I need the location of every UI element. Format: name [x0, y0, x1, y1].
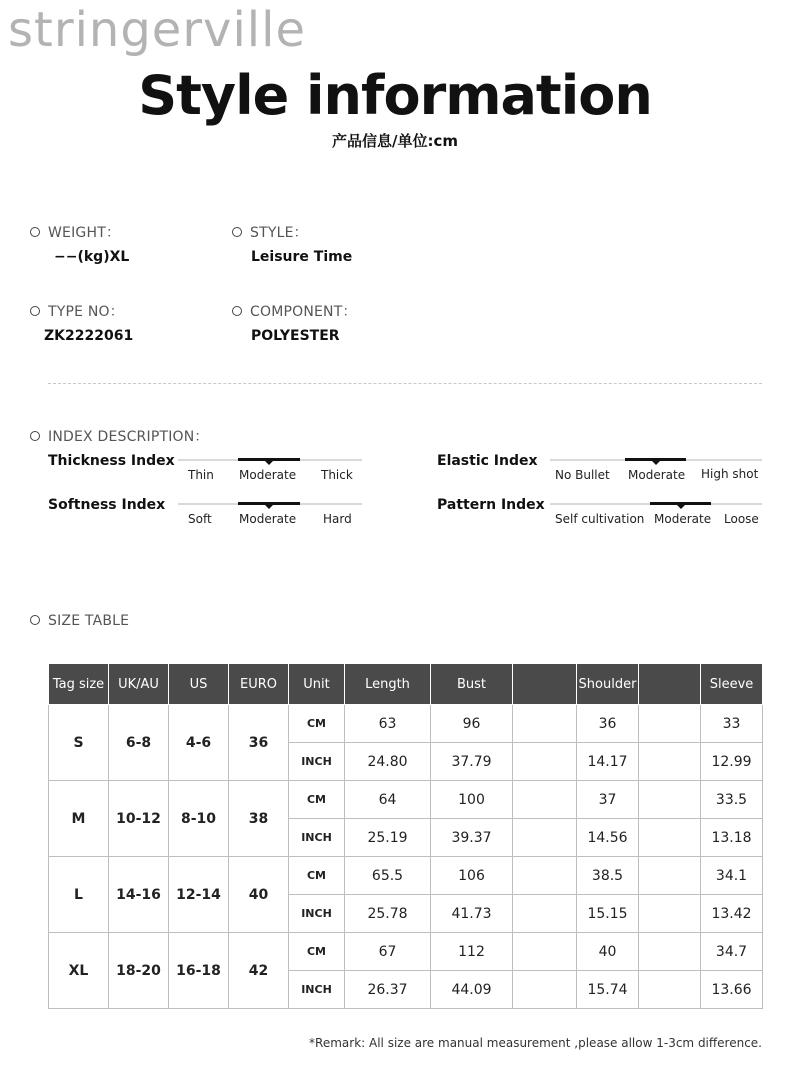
header-bust: Bust: [431, 664, 513, 705]
weight-value: −−(kg)XL: [54, 249, 130, 265]
pattern-option-self-cultivation: Self cultivation: [555, 512, 645, 526]
circle-bullet-icon: [30, 227, 40, 237]
uk-au-cell: 10-12: [109, 781, 169, 857]
shoulder-cell: 37: [577, 781, 639, 819]
tag-size-cell: M: [49, 781, 109, 857]
length-cell: 24.80: [345, 743, 431, 781]
softness-option-moderate: Moderate: [239, 512, 297, 526]
sleeve-cell: 12.99: [701, 743, 763, 781]
size-table-heading-row: [30, 610, 129, 629]
unit-cell: INCH: [289, 819, 345, 857]
blank-cell: [513, 705, 577, 743]
size-table: [48, 663, 763, 1009]
thickness-option-moderate: Moderate: [239, 468, 297, 482]
length-cell: 26.37: [345, 971, 431, 1009]
weight-label: WEIGHT：: [48, 225, 121, 241]
blank-cell: [639, 857, 701, 895]
length-cell: 25.19: [345, 819, 431, 857]
thickness-option-thin: Thin: [188, 468, 214, 482]
sleeve-cell: 34.7: [701, 933, 763, 971]
length-cell: 25.78: [345, 895, 431, 933]
header-sleeve: Sleeve: [701, 664, 763, 705]
unit-cell: CM: [289, 781, 345, 819]
table-row: [49, 781, 763, 819]
circle-bullet-icon: [30, 431, 40, 441]
softness-option-soft: Soft: [188, 512, 212, 526]
shoulder-cell: 15.15: [577, 895, 639, 933]
elastic-option-high-shot: High shot: [701, 467, 759, 481]
euro-cell: 42: [229, 933, 289, 1009]
thickness-index-scale: [178, 459, 362, 489]
page-subtitle: 产品信息/单位:cm: [332, 132, 458, 150]
pattern-selected-marker: [650, 502, 711, 505]
bust-cell: 44.09: [431, 971, 513, 1009]
blank-cell: [639, 971, 701, 1009]
type-label-row: [30, 301, 124, 321]
pattern-index-scale: [550, 503, 762, 533]
bust-cell: 37.79: [431, 743, 513, 781]
shoulder-cell: 14.56: [577, 819, 639, 857]
weight-label-row: [30, 222, 120, 242]
us-cell: 8-10: [169, 781, 229, 857]
length-cell: 63: [345, 705, 431, 743]
blank-cell: [513, 971, 577, 1009]
header-shoulder: Shoulder: [577, 664, 639, 705]
us-cell: 4-6: [169, 705, 229, 781]
header-us: US: [169, 664, 229, 705]
style-value: Leisure Time: [251, 249, 353, 265]
header-euro: EURO: [229, 664, 289, 705]
style-label: STYLE：: [250, 225, 308, 241]
length-cell: 67: [345, 933, 431, 971]
header-tag-size: Tag size: [49, 664, 109, 705]
unit-cell: INCH: [289, 971, 345, 1009]
blank-cell: [513, 781, 577, 819]
brand-watermark: stringerville: [8, 2, 306, 58]
uk-au-cell: 6-8: [109, 705, 169, 781]
uk-au-cell: 14-16: [109, 857, 169, 933]
blank-cell: [513, 819, 577, 857]
pattern-option-loose: Loose: [724, 512, 759, 526]
sleeve-cell: 13.18: [701, 819, 763, 857]
header-blank-1: [513, 664, 577, 705]
blank-cell: [639, 895, 701, 933]
blank-cell: [639, 781, 701, 819]
size-table-header-row: [49, 664, 763, 705]
blank-cell: [513, 895, 577, 933]
sleeve-cell: 13.66: [701, 971, 763, 1009]
softness-index-name: Softness Index: [48, 497, 166, 513]
component-label-row: [232, 301, 357, 321]
thickness-option-thick: Thick: [321, 468, 353, 482]
uk-au-cell: 18-20: [109, 933, 169, 1009]
sleeve-cell: 33.5: [701, 781, 763, 819]
pattern-index-name: Pattern Index: [437, 497, 545, 513]
blank-cell: [639, 819, 701, 857]
elastic-option-moderate: Moderate: [628, 468, 686, 482]
table-row: [49, 705, 763, 743]
blank-cell: [639, 933, 701, 971]
sleeve-cell: 34.1: [701, 857, 763, 895]
unit-cell: INCH: [289, 895, 345, 933]
length-cell: 64: [345, 781, 431, 819]
blank-cell: [513, 743, 577, 781]
style-label-row: [232, 222, 308, 242]
blank-cell: [639, 743, 701, 781]
thickness-selected-marker: [238, 458, 300, 461]
size-table-heading: SIZE TABLE: [48, 613, 130, 629]
shoulder-cell: 14.17: [577, 743, 639, 781]
softness-index-scale: [178, 503, 362, 533]
unit-cell: INCH: [289, 743, 345, 781]
component-label: COMPONENT：: [250, 304, 357, 320]
component-value: POLYESTER: [251, 328, 340, 344]
table-row: [49, 857, 763, 895]
elastic-selected-marker: [625, 458, 686, 461]
length-cell: 65.5: [345, 857, 431, 895]
sleeve-cell: 33: [701, 705, 763, 743]
elastic-index-name: Elastic Index: [437, 453, 538, 469]
section-divider: [48, 383, 762, 384]
shoulder-cell: 40: [577, 933, 639, 971]
remark-note: *Remark: All size are manual measurement ,please allow 1-3cm difference.: [309, 1036, 762, 1050]
us-cell: 16-18: [169, 933, 229, 1009]
header-blank-2: [639, 664, 701, 705]
circle-bullet-icon: [232, 227, 242, 237]
bust-cell: 96: [431, 705, 513, 743]
unit-cell: CM: [289, 705, 345, 743]
bust-cell: 106: [431, 857, 513, 895]
circle-bullet-icon: [30, 306, 40, 316]
shoulder-cell: 38.5: [577, 857, 639, 895]
tag-size-cell: S: [49, 705, 109, 781]
index-heading-row: [30, 426, 209, 446]
page-title: Style information: [138, 64, 652, 127]
blank-cell: [513, 933, 577, 971]
unit-cell: CM: [289, 933, 345, 971]
type-value: ZK2222061: [44, 328, 134, 344]
bust-cell: 39.37: [431, 819, 513, 857]
tag-size-cell: L: [49, 857, 109, 933]
unit-cell: CM: [289, 857, 345, 895]
bust-cell: 112: [431, 933, 513, 971]
euro-cell: 36: [229, 705, 289, 781]
header-length: Length: [345, 664, 431, 705]
header-uk-au: UK/AU: [109, 664, 169, 705]
header-unit: Unit: [289, 664, 345, 705]
pattern-option-moderate: Moderate: [654, 512, 712, 526]
circle-bullet-icon: [30, 615, 40, 625]
blank-cell: [513, 857, 577, 895]
shoulder-cell: 36: [577, 705, 639, 743]
table-row: [49, 933, 763, 971]
blank-cell: [639, 705, 701, 743]
elastic-index-scale: [550, 459, 762, 489]
bust-cell: 41.73: [431, 895, 513, 933]
shoulder-cell: 15.74: [577, 971, 639, 1009]
index-heading: INDEX DESCRIPTION：: [48, 429, 209, 445]
tag-size-cell: XL: [49, 933, 109, 1009]
bust-cell: 100: [431, 781, 513, 819]
softness-option-hard: Hard: [323, 512, 352, 526]
euro-cell: 40: [229, 857, 289, 933]
thickness-index-name: Thickness Index: [48, 453, 175, 469]
euro-cell: 38: [229, 781, 289, 857]
elastic-option-no-bullet: No Bullet: [555, 468, 610, 482]
us-cell: 12-14: [169, 857, 229, 933]
circle-bullet-icon: [232, 306, 242, 316]
softness-selected-marker: [238, 502, 300, 505]
type-label: TYPE NO：: [48, 304, 124, 320]
sleeve-cell: 13.42: [701, 895, 763, 933]
